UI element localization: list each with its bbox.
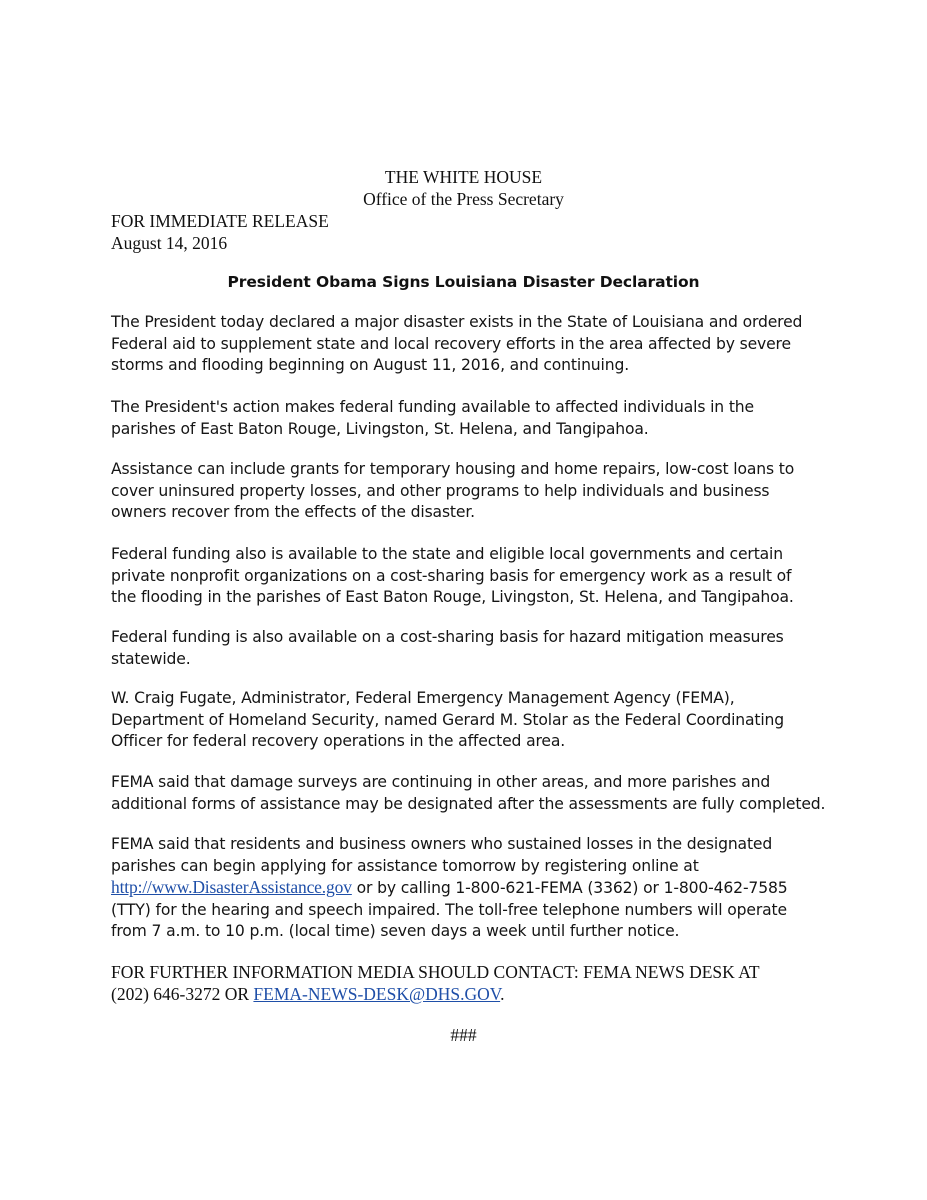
org-name: THE WHITE HOUSE [384, 167, 543, 187]
paragraph-line: from 7 a.m. to 10 p.m. (local time) seven days a week until further notice. [111, 922, 680, 940]
paragraph-line: private nonprofit organizations on a cost-sharing basis for emergency work as a result of [111, 566, 792, 585]
letterhead [0, 166, 927, 210]
paragraph-line: FEMA said that residents and business owners who sustained losses in the designated [111, 835, 773, 853]
release-date: August 14, 2016 [111, 233, 228, 253]
paragraph-line: Federal funding also is available to the state and eligible local governments and certain [111, 545, 783, 563]
contact-line [111, 983, 831, 1005]
paragraph-line: owners recover from the effects of the disaster. [111, 503, 475, 521]
paragraph-line: statewide. [111, 649, 191, 668]
paragraph-how-to-apply [111, 834, 831, 943]
phone-numbers-text: or by calling 1-800-621-FEMA (3362) or 1-800-462-7585 [351, 879, 788, 897]
paragraph-line: FEMA said that damage surveys are continuing in other areas, and more parishes and [111, 773, 771, 791]
paragraph-line: storms and flooding beginning on August 11, 2016, and continuing. [111, 356, 630, 374]
paragraph-line: The President today declared a major disaster exists in the State of Louisiana and ordered [111, 313, 803, 331]
paragraph-line: (TTY) for the hearing and speech impaired. The toll-free telephone numbers will operate [111, 900, 787, 919]
paragraph-line: cover uninsured property losses, and other programs to help individuals and business [111, 481, 770, 500]
paragraph-hazard-mitigation [111, 627, 831, 670]
paragraph-line: Assistance can include grants for temporary housing and home repairs, low-cost loans to [111, 460, 795, 478]
disaster-assistance-link[interactable]: http://www.DisasterAssistance.gov [111, 877, 352, 897]
page-title: President Obama Signs Louisiana Disaster Declaration [227, 273, 700, 291]
paragraph-line: W. Craig Fugate, Administrator, Federal Emergency Management Agency (FEMA), [111, 689, 735, 707]
paragraph-line: additional forms of assistance may be designated after the assessments are fully completed. [111, 794, 826, 813]
paragraph-assistance [111, 459, 831, 524]
paragraph-line [111, 877, 831, 900]
media-contact [111, 961, 831, 1005]
paragraph-line: the flooding in the parishes of East Baton Rouge, Livingston, St. Helena, and Tangipahoa. [111, 588, 794, 606]
contact-heading: FOR FURTHER INFORMATION MEDIA SHOULD CONTACT: FEMA NEWS DESK AT [111, 962, 760, 982]
end-mark: ### [450, 1025, 477, 1045]
office-name: Office of the Press Secretary [363, 189, 564, 209]
paragraph-line: parishes of East Baton Rouge, Livingston, St. Helena, and Tangipahoa. [111, 419, 649, 438]
paragraph-individual-funding [111, 397, 831, 440]
paragraph-line: The President's action makes federal funding available to affected individuals in the [111, 398, 754, 416]
contact-period: . [500, 984, 505, 1004]
paragraph-declaration [111, 312, 831, 377]
contact-phone: (202) 646-3272 OR [111, 984, 254, 1004]
paragraph-damage-surveys [111, 772, 831, 815]
paragraph-line: Officer for federal recovery operations in the affected area. [111, 732, 566, 750]
fema-email-link[interactable]: FEMA-NEWS-DESK@DHS.GOV [253, 984, 501, 1004]
release-info [111, 210, 329, 254]
paragraph-coordinating-officer [111, 688, 831, 753]
release-label: FOR IMMEDIATE RELEASE [111, 211, 329, 231]
paragraph-line: Department of Homeland Security, named Gerard M. Stolar as the Federal Coordinating [111, 710, 785, 729]
paragraph-public-assistance [111, 544, 831, 609]
paragraph-line: Federal funding is also available on a cost-sharing basis for hazard mitigation measures [111, 628, 784, 646]
paragraph-line: Federal aid to supplement state and local recovery efforts in the area affected by severe [111, 334, 791, 353]
paragraph-line: parishes can begin applying for assistance tomorrow by registering online at [111, 856, 699, 875]
